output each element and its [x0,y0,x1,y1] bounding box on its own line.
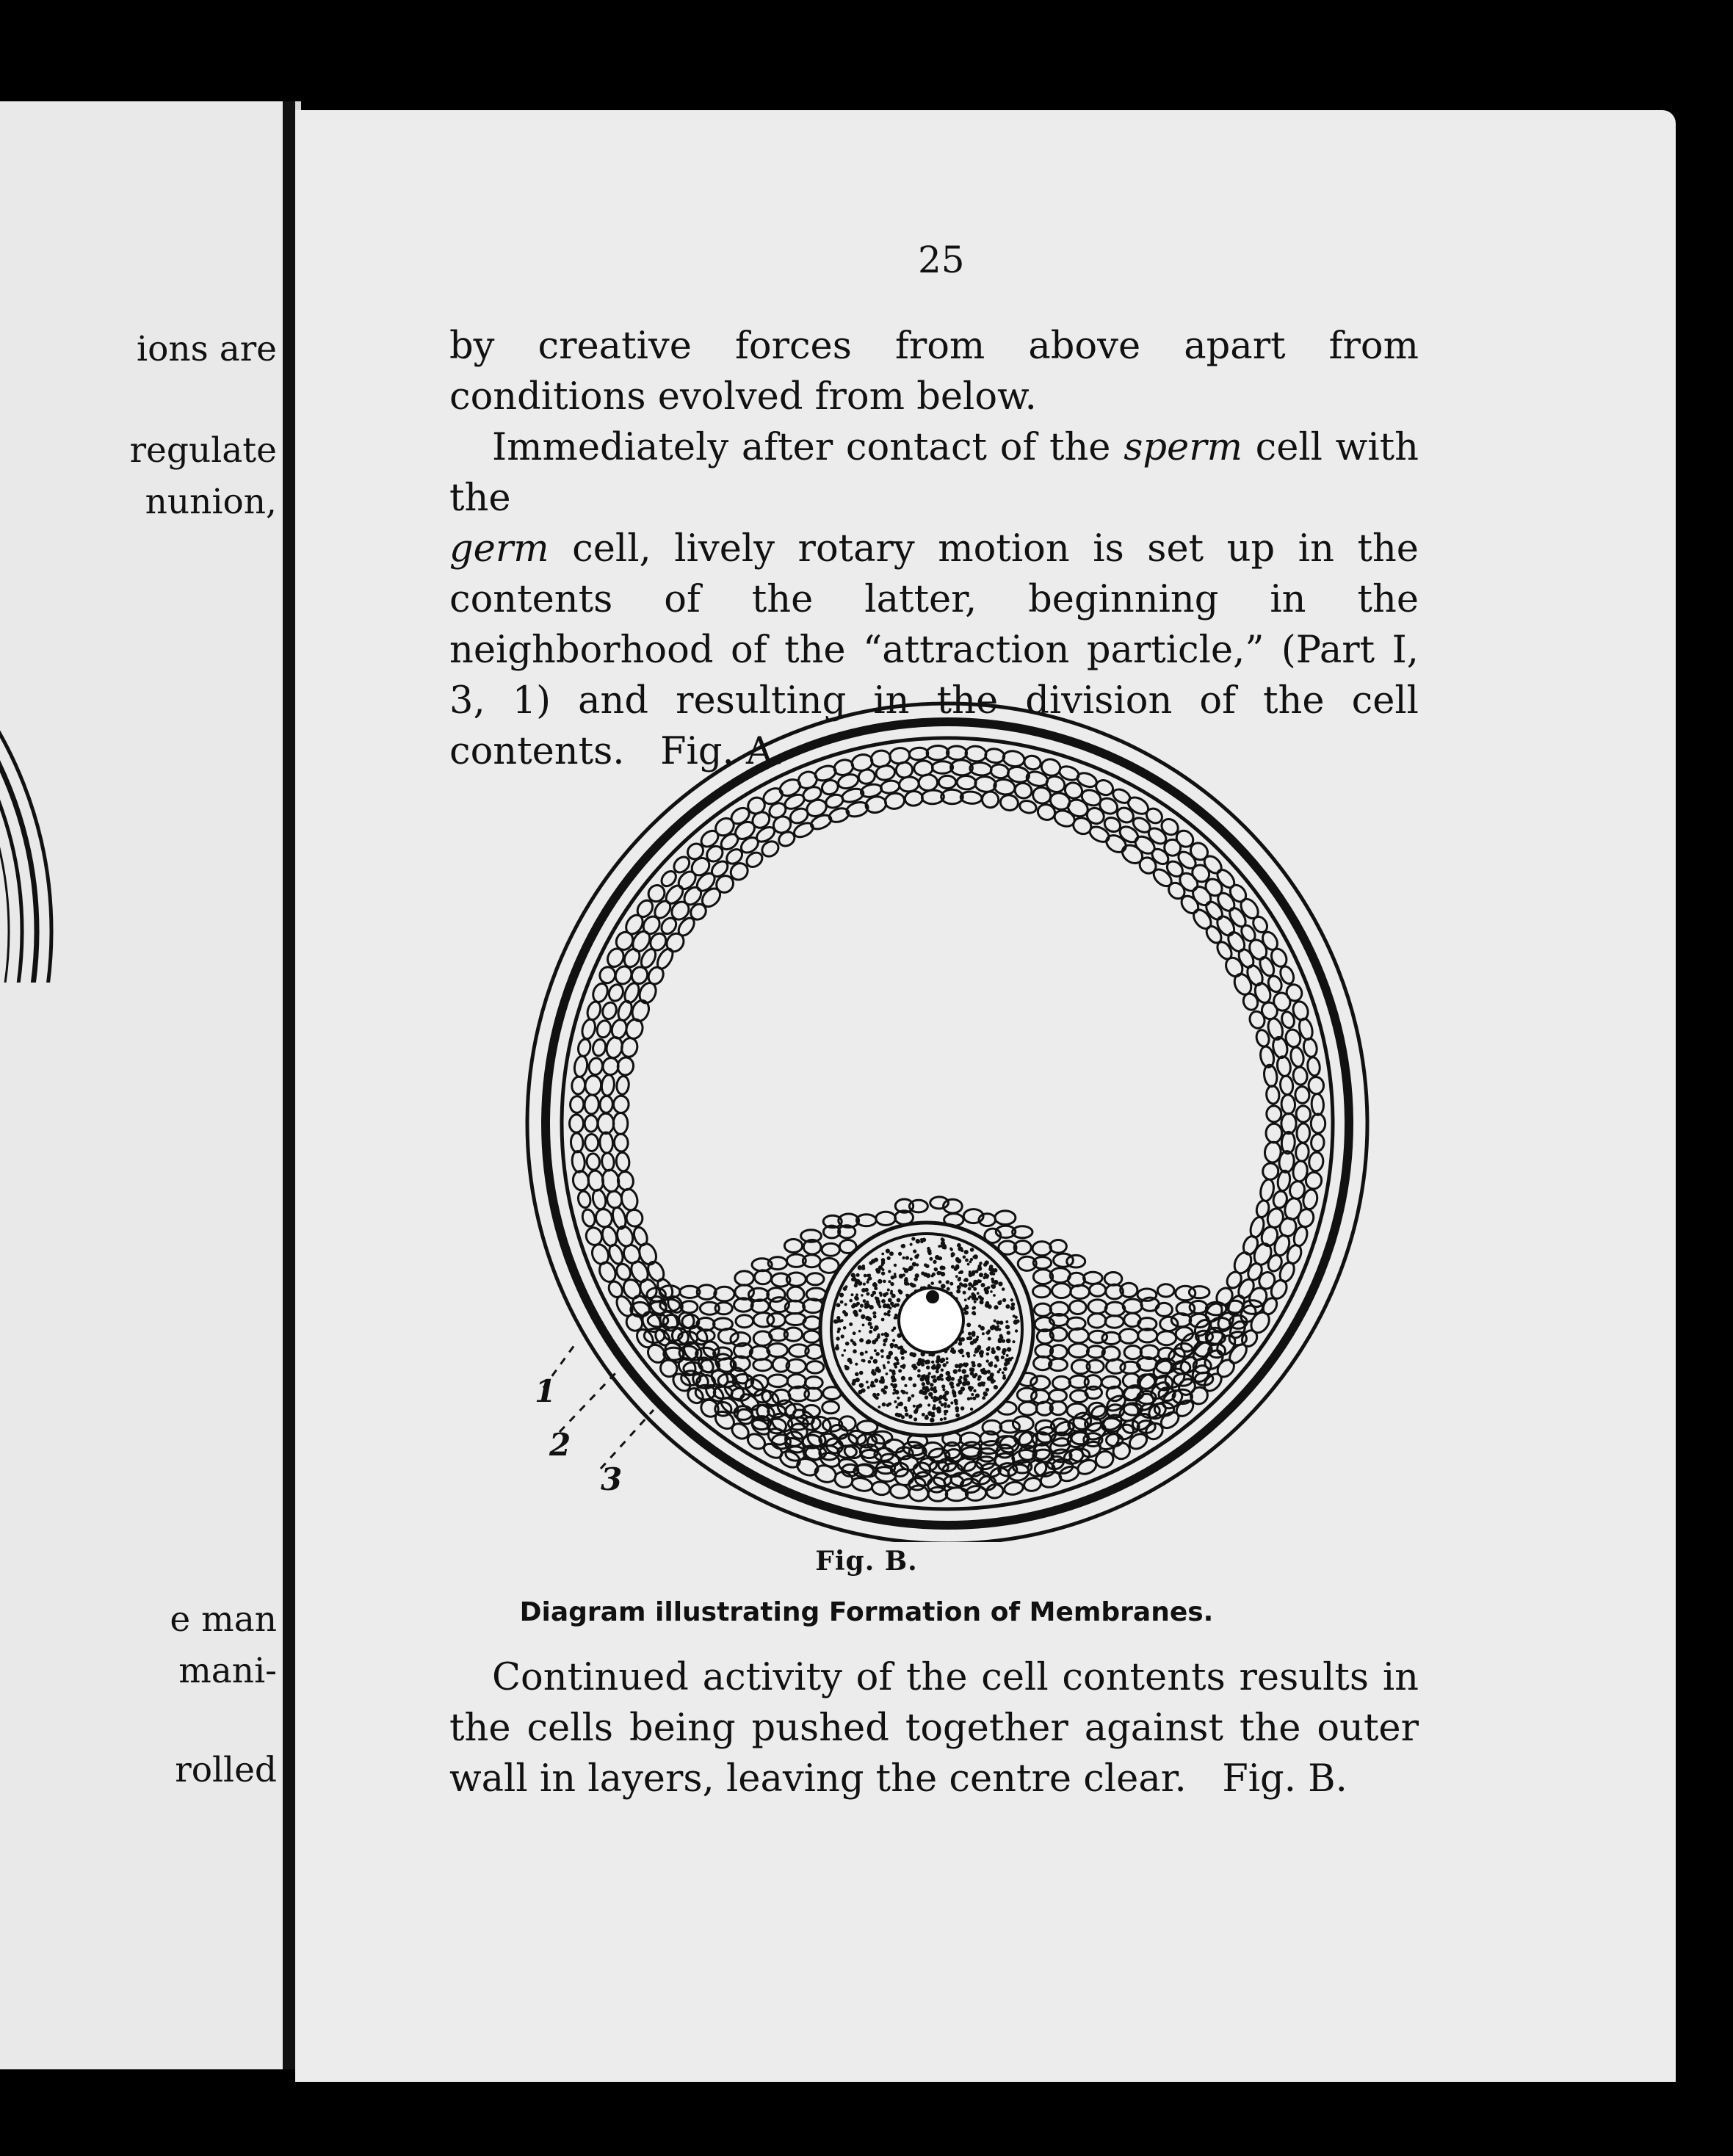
left-text-fragment: regulate [129,430,277,471]
page-number: 25 [918,239,965,281]
nucleus [820,1223,1033,1436]
nucleolus-dot [926,1290,939,1303]
figure-number: Fig. B. [815,1546,918,1577]
left-text-fragment: ions are [137,329,277,369]
figure-caption: Diagram illustrating Formation of Membranes. [519,1597,1214,1627]
lower-text [449,1652,1419,1804]
text-run: cell with the [449,426,1419,520]
paragraph-continuation: by creative forces from above apart from conditions evolved from below. [449,325,1419,419]
left-text-fragment: mani- [178,1651,277,1691]
left-text-fragment: rolled [175,1750,277,1790]
left-figure-arc [0,101,88,983]
italic-word-germ: germ [449,527,549,571]
book-gutter [283,101,296,2069]
label-2: 2 [549,1427,571,1463]
label-1: 1 [535,1373,557,1409]
text-run: cell, lively rotary motion is set up in the contents of the latter, beginning in the neighborhood of the “attraction particle,” (Part I, 3, 1) and resulting in the division of the cell contents. Fig. A. [449,527,1419,773]
text-run: Immediately after contact of the [492,426,1124,469]
left-text-fragment: e man [170,1599,277,1640]
left-text-fragment: nunion, [145,482,277,522]
left-page [0,101,290,2069]
italic-word-sperm: sperm [1124,426,1242,469]
label-3: 3 [601,1461,623,1497]
figure-b-diagram [514,690,1381,1542]
paragraph-continued-activity: Continued activity of the cell contents results in the cells being pushed together against the outer wall in layers, leaving the centre clear. Fig. B. [449,1656,1419,1801]
